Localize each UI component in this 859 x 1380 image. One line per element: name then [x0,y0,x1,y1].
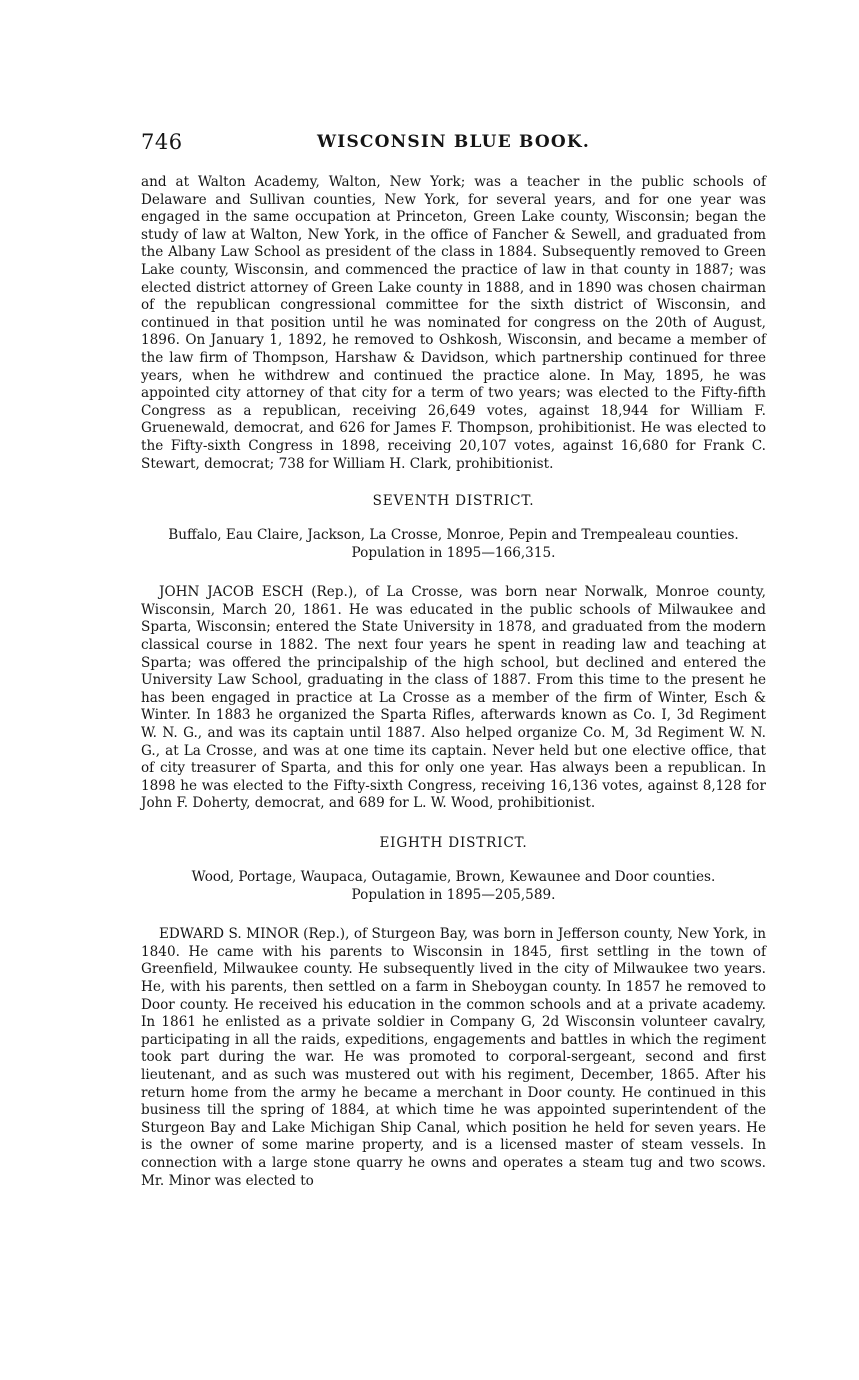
seventh-district-section [141,493,766,813]
seventh-district-counties [141,527,766,562]
running-head [141,128,766,158]
minor-biography: EDWARD S. MINOR (Rep.), of Sturgeon Bay, was born in Jefferson county, New York, in 1840. He came with his parents to Wisconsin in 1845, first settling in the town of Greenfield, Milwaukee county. He subsequently lived in the city of Milwaukee two years. He, with his parents, then settled on a farm in Sheboygan county. In 1857 he removed to Door county. He received his education in the common schools and at a private academy. In 1861 he enlisted as a private soldier in Company G, 2d Wisconsin volunteer cavalry, participating in all the raids, expeditions, engagements and battles in which the regiment took part during the war. He was promoted to corporal-sergeant, second and first lieutenant, and as such was mustered out with his regiment, December, 1865. After his return home from the army he became a merchant in Door county. He continued in this business till the spring of 1884, at which time he was appointed superintendent of the Sturgeon Bay and Lake Michigan Ship Canal, which position he held for seven years. He is the owner of some marine property, and is a licensed master of steam vessels. In connection with a large stone quarry he owns and operates a steam tug and two scows. Mr. Minor was elected to [141,926,766,1189]
book-page [141,128,766,1190]
book-title: WISCONSIN BLUE BOOK. [317,132,590,152]
continued-biography: and at Walton Academy, Walton, New York; was a teacher in the public schools of Delaware and Sullivan counties, New York, for several years, and for one year was engaged in the same occupation at Princeton, Green Lake county, Wisconsin; began the study of law at Walton, New York, in the office of Fancher & Sewell, and graduated from the Albany Law School as president of the class in 1884. Subsequently removed to Green Lake county, Wisconsin, and commenced the practice of law in that county in 1887; was elected district attorney of Green Lake county in 1888, and in 1890 was chosen chairman of the republican congressional committee for the sixth district of Wisconsin, and continued in that position until he was nominated for congress on the 20th of August, 1896. On January 1, 1892, he removed to Oshkosh, Wisconsin, and became a member of the law firm of Thompson, Harshaw & Davidson, which partnership continued for three years, when he withdrew and continued the practice alone. In May, 1895, he was appointed city attorney of that city for a term of two years; was elected to the Fifty-fifth Congress as a republican, receiving 26,649 votes, against 18,944 for William F. Gruenewald, democrat, and 626 for James F. Thompson, prohibitionist. He was elected to the Fifty-sixth Congress in 1898, receiving 20,107 votes, against 16,680 for Frank C. Stewart, democrat; 738 for William H. Clark, prohibitionist. [141,174,766,472]
seventh-district-county-list: Buffalo, Eau Claire, Jackson, La Crosse, Monroe, Pepin and Trempealeau counties. [168,527,739,544]
seventh-district-population: Population in 1895—166,315. [351,544,556,561]
eighth-district-population: Population in 1895—205,589. [351,886,556,903]
seventh-district-heading: SEVENTH DISTRICT. [372,493,535,510]
eighth-district-section [141,835,766,1190]
eighth-district-county-list: Wood, Portage, Waupaca, Outagamie, Brown, Kewaunee and Door counties. [191,869,716,885]
eighth-district-heading: EIGHTH DISTRICT. [379,835,528,851]
esch-biography: JOHN JACOB ESCH (Rep.), of La Crosse, was born near Norwalk, Monroe county, Wisconsin, March 20, 1861. He was educated in the public schools of Milwaukee and Sparta, Wisconsin; entered the State University in 1878, and graduated from the modern classical course in 1882. The next four years he spent in reading law and teaching at Sparta; was offered the principalship of the high school, but declined and entered the University Law School, graduating in the class of 1887. From this time to the present he has been engaged in practice at La Crosse as a member of the firm of Winter, Esch & Winter. In 1883 he organized the Sparta Rifles, afterwards known as Co. I, 3d Regiment W. N. G., and was its captain until 1887. Also helped organize Co. M, 3d Regiment W. N. G., at La Crosse, and was at one time its captain. Never held but one elective office, that of city treasurer of Sparta, and this for only one year. Has always been a republican. In 1898 he was elected to the Fifty-sixth Congress, receiving 16,136 votes, against 8,128 for John F. Doherty, democrat, and 689 for L. W. Wood, prohibitionist. [141,584,766,812]
page-number: 746 [141,130,183,154]
eighth-district-counties [141,869,766,904]
